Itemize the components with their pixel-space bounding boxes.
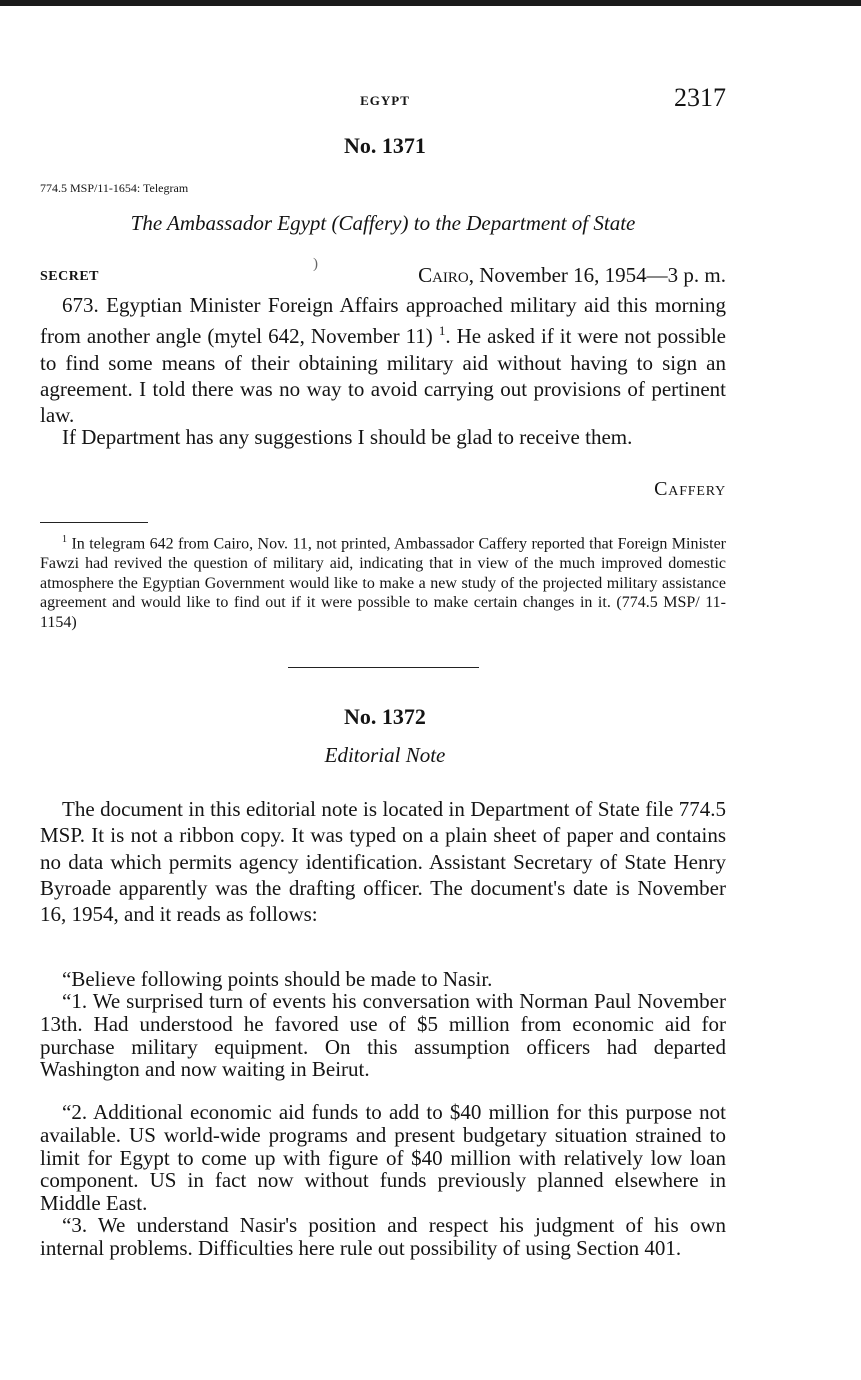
quoted-point-1: “1. We surprised turn of events his conversation with Norman Paul November 13th. Had understood he favored use of $5 million from economic aid for purchase military equipment. On this assumption officers had departed Washington and now waiting in Beirut. (40, 989, 726, 1082)
footnote-rule (40, 522, 148, 523)
dateline-date: , November 16, 1954—3 p. m. (468, 263, 726, 287)
footnote-reference: 1 (438, 323, 446, 339)
page-number: 2317 (674, 83, 726, 112)
dateline-place: Cairo (418, 263, 469, 287)
quoted-point-3: “3. We understand Nasir's position and respect his judgment of his own internal problems. Difficulties here rule out possibility of using Section 401. (40, 1213, 726, 1260)
editorial-note-title: Editorial Note (324, 743, 446, 767)
dateline (360, 263, 726, 288)
footnote (40, 530, 726, 632)
running-head: EGYPT (360, 93, 410, 108)
telegram-paragraph-2: If Department has any suggestions I should be glad to receive them. (62, 425, 633, 449)
document-number-1372: No. 1372 (344, 704, 426, 729)
quote-intro: “Believe following points should be made to Nasir. (62, 967, 493, 991)
signature: Caffery (654, 478, 726, 500)
section-divider (288, 667, 479, 668)
telegram-paragraph-1 (40, 292, 726, 428)
scan-mark: ) (313, 256, 318, 272)
document-title: The Ambassador Egypt (Caffery) to the Department of State (130, 211, 636, 235)
paragraph-1-main: 673. Egyptian Minister Foreign Affairs approached military aid this morning from another angle (mytel 642, November 11) (40, 293, 726, 349)
paragraph-1-rest: . He asked if it were not possible to find some means of their obtaining military aid without having to sign an agreement. I told there was no way to avoid carrying out provisions of pertinent law. (40, 324, 727, 428)
quoted-point-2: “2. Additional economic aid funds to add to $40 million for this purpose not available. US world-wide programs and present budgetary situation strained to limit for Egypt to come up with figure of $40 million with relatively low loan component. US in fact now without funds previously planned elsewhere in Middle East. (40, 1100, 726, 1216)
editorial-intro-paragraph: The document in this editorial note is located in Department of State file 774.5 MSP. It is not a ribbon copy. It was typed on a plain sheet of paper and contains no data which permits agency identification. Assistant Secretary of State Henry Byroade apparently was the drafting officer. The document's date is November 16, 1954, and it reads as follows: (40, 797, 726, 927)
footnote-text: In telegram 642 from Cairo, Nov. 11, not printed, Ambassador Caffery reported that Foreign Minister Fawzi had revived the question of military aid, indicating that in view of the much improved domestic atmosphere the Egyptian Government would like to make a new study of the projected military assistance agreement and would like to find out if it were possible to make certain changes in it. (774.5 MSP/ 11-1154) (40, 535, 727, 631)
footnote-marker: 1 (62, 534, 67, 545)
top-border-rule (0, 0, 861, 6)
file-reference: 774.5 MSP/11-1654: Telegram (40, 181, 189, 195)
classification-label: SECRET (40, 269, 100, 284)
document-number-1371: No. 1371 (344, 133, 426, 158)
